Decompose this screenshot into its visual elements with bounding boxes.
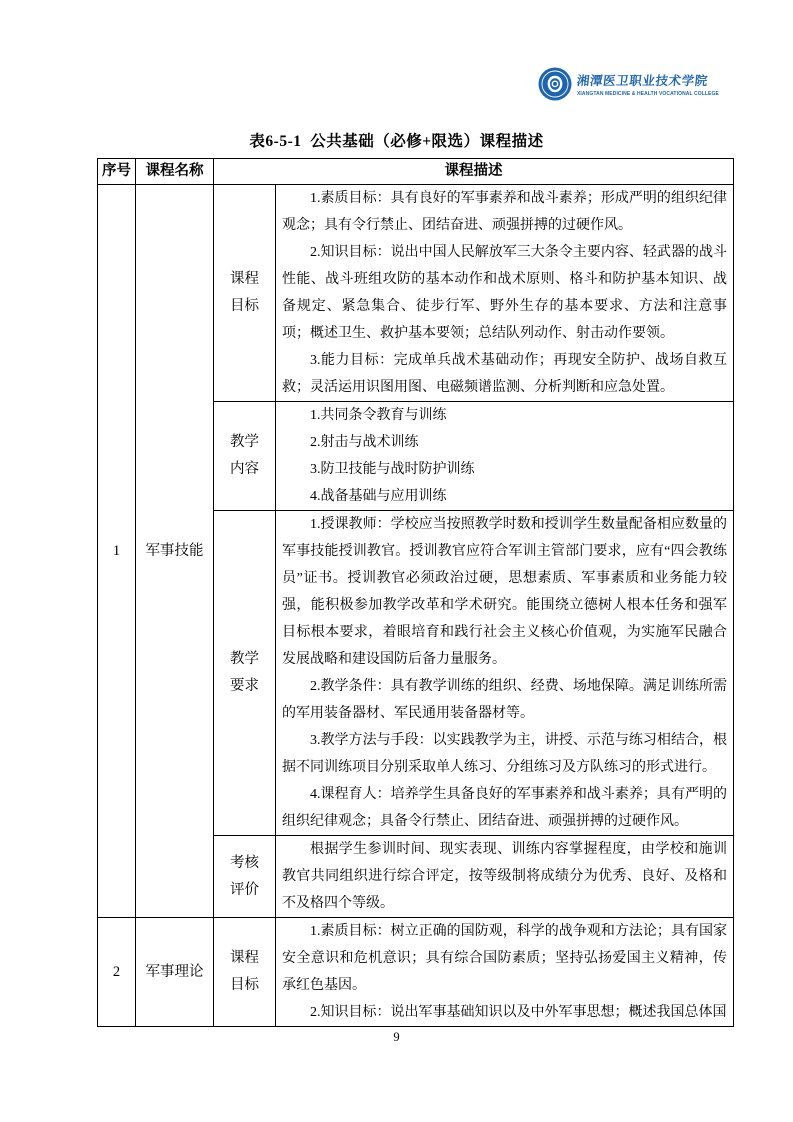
col-header-no: 序号 bbox=[98, 159, 136, 185]
row2-course-name: 军事理论 bbox=[136, 918, 214, 1027]
col-header-course-desc: 课程描述 bbox=[214, 159, 734, 185]
description-paragraph: 1.授课教师：学校应当按照教学时数和授训学生数量配备相应数量的军事技能授训教官。授训教官应符合军训主管部门要求，应有“四会教练员”证书。授训教官必须政治过硬，思想素质、军事素质和业务能力较强，能积极参加教学改革和学术研究。能围绕立德树人根本任务和强军目标根本要求，着眼培育和践行社会主义核心价值观，为实施军民融合发展战略和建设国防后备力量服务。 bbox=[282, 517, 727, 667]
section-label-line: 教学 bbox=[230, 434, 259, 450]
description-paragraph: 4.课程育人：培养学生具备良好的军事素养和战斗素养；具有严明的组织纪律观念；具备令行禁止、团结奋进、顽强拼搏的过硬作风。 bbox=[282, 787, 727, 829]
row1-teaching-content bbox=[276, 402, 734, 511]
description-paragraph: 3.能力目标：完成单兵战术基础动作；再现安全防护、战场自救互救；灵活运用识图用图、电磁频谱监测、分析判断和应急处置。 bbox=[282, 353, 727, 395]
section-label-line: 教学 bbox=[230, 651, 259, 667]
description-paragraph: 2.射击与战术训练 bbox=[310, 435, 419, 450]
section-label-line: 内容 bbox=[230, 461, 259, 477]
row2-course-goals-content bbox=[276, 918, 734, 1027]
description-paragraph: 2.知识目标：说出军事基础知识以及中外军事思想；概述我国总体国 bbox=[310, 1005, 727, 1020]
description-paragraph: 根据学生参训时间、现实表现、训练内容掌握程度，由学校和施训教官共同组织进行综合评定，按等级制将成绩分为优秀、良好、及格和不及格四个等级。 bbox=[282, 842, 727, 911]
college-name-en: XIANGTAN MEDICINE & HEALTH VOCATIONAL COLLEGE bbox=[577, 91, 719, 97]
row1-course-name: 军事技能 bbox=[136, 185, 214, 918]
row1-assessment-content bbox=[276, 836, 734, 918]
description-paragraph: 1.共同条令教育与训练 bbox=[310, 408, 447, 423]
description-paragraph: 1.素质目标：树立正确的国防观，科学的战争观和方法论；具有国家安全意识和危机意识；具有综合国防素质；坚持弘扬爱国主义精神，传承红色基因。 bbox=[282, 924, 727, 993]
section-label-line: 目标 bbox=[230, 298, 259, 314]
college-emblem-icon bbox=[538, 67, 572, 101]
section-label-line: 课程 bbox=[230, 271, 259, 287]
row2-section-label-course-goals bbox=[214, 918, 276, 1027]
college-logo bbox=[538, 67, 719, 101]
course-description-table bbox=[97, 158, 734, 1027]
description-paragraph: 4.战备基础与应用训练 bbox=[310, 489, 447, 504]
row1-section-label-teaching-content bbox=[214, 402, 276, 511]
col-header-course-name: 课程名称 bbox=[136, 159, 214, 185]
row1-teaching-requirements-content bbox=[276, 511, 734, 836]
row1-no: 1 bbox=[98, 185, 136, 918]
page-number: 9 bbox=[393, 1030, 400, 1044]
table-title: 表6-5-1 公共基础（必修+限选）课程描述 bbox=[249, 133, 544, 150]
college-name-block bbox=[577, 71, 719, 97]
description-paragraph: 2.知识目标：说出中国人民解放军三大条令主要内容、轻武器的战斗性能、战斗班组攻防的基本动作和战术原则、格斗和防护基本知识、战备规定、紧急集合、徒步行军、野外生存的基本要求、方法和注意事项；概述卫生、救护基本要领；总结队列动作、射击动作要领。 bbox=[282, 245, 727, 341]
row2-no: 2 bbox=[98, 918, 136, 1027]
row1-section-label-assessment bbox=[214, 836, 276, 918]
section-label-line: 考核 bbox=[230, 854, 259, 871]
section-label-line: 要求 bbox=[230, 678, 259, 694]
description-paragraph: 1.素质目标：具有良好的军事素养和战斗素养；形成严明的组织纪律观念；具有令行禁止、团结奋进、顽强拼搏的过硬作风。 bbox=[282, 191, 727, 233]
table-row bbox=[98, 918, 734, 1027]
row1-course-goals-content bbox=[276, 185, 734, 402]
section-label-line: 目标 bbox=[230, 977, 259, 993]
section-label-line: 课程 bbox=[230, 950, 259, 966]
description-paragraph: 3.防卫技能与战时防护训练 bbox=[310, 462, 475, 477]
table-header-row bbox=[98, 159, 734, 185]
description-paragraph: 3.教学方法与手段：以实践教学为主，讲授、示范与练习相结合，根据不同训练项目分别采取单人练习、分组练习及方队练习的形式进行。 bbox=[282, 733, 727, 775]
description-paragraph: 2.教学条件：具有教学训练的组织、经费、场地保障。满足训练所需的军用装备器材、军民通用装备器材等。 bbox=[282, 679, 727, 721]
row1-section-label-teaching-requirements bbox=[214, 511, 276, 836]
row1-section-label-course-goals bbox=[214, 185, 276, 402]
table-row bbox=[98, 185, 734, 402]
college-name-zh: 湘潭医卫职业技术学院 bbox=[576, 74, 709, 88]
section-label-line: 评价 bbox=[230, 881, 259, 898]
